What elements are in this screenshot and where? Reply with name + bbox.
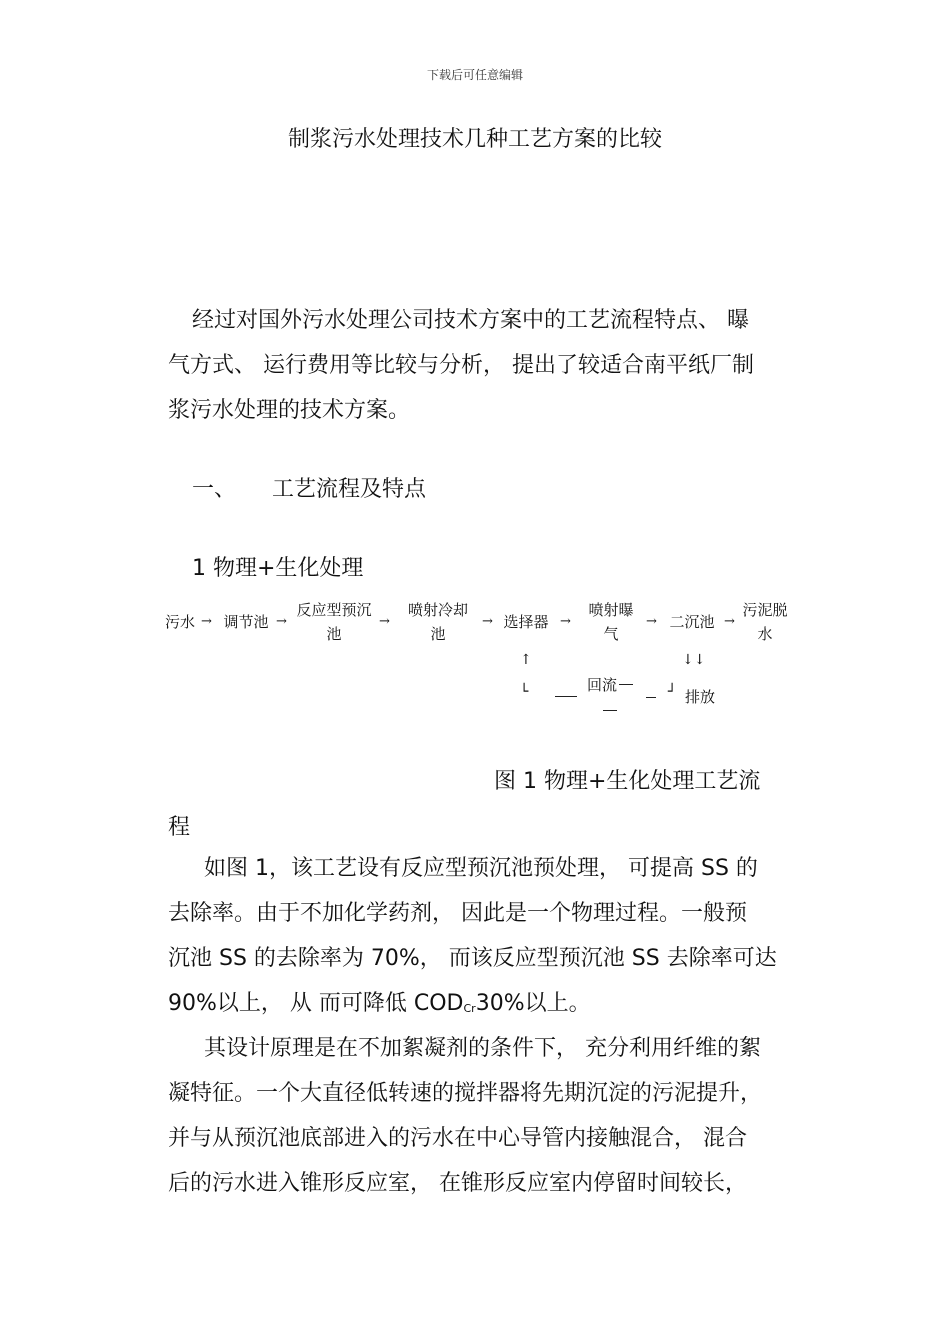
sub-heading: 1 物理+生化处理: [192, 556, 364, 581]
up-arrow-icon: ↑: [520, 652, 532, 668]
intro-line-3: 浆污水处理的技术方案。: [168, 398, 411, 423]
intro-paragraph: [168, 298, 788, 433]
figure-caption-continued: 程: [168, 815, 191, 840]
flow-node-secondary-clarifier: 二沉池: [669, 613, 715, 631]
intro-line-2: 气方式、 运行费用等比较与分析， 提出了较适合南平纸厂制: [168, 353, 754, 378]
flow-node-jet-aeration: [584, 598, 638, 646]
paragraph-2: [168, 1026, 788, 1206]
flow-node-line: 污泥脱: [742, 601, 788, 619]
paragraph-line: 去除率。由于不加化学药剂， 因此是一个物理过程。一般预: [168, 901, 747, 926]
figure-caption: 图 1 物理+生化处理工艺流: [494, 769, 761, 794]
discharge-label: 排放: [684, 688, 715, 706]
text-span: 30%以上。: [475, 991, 591, 1016]
return-line-segment: [619, 684, 633, 685]
paragraph-line: 沉池 SS 的去除率为 70%， 而该反应型预沉池 SS 去除率可达: [168, 946, 777, 971]
flow-arrow: →: [646, 614, 657, 629]
paragraph-line: 如图 1，该工艺设有反应型预沉池预处理， 可提高 SS 的: [204, 856, 758, 881]
flow-node-selector: 选择器: [503, 613, 549, 631]
paragraph-line: 后的污水进入锥形反应室， 在锥形反应室内停留时间较长，: [168, 1171, 747, 1196]
subscript: Cr: [463, 1002, 476, 1015]
flow-node-spray-cooling-tank: [402, 598, 474, 646]
flow-node-line: 水: [757, 625, 773, 643]
corner-right-icon: ┘: [668, 684, 677, 700]
paragraph-1: [168, 846, 788, 1031]
text-span: 90%以上， 从 而可降低 COD: [168, 991, 464, 1016]
flow-arrow: →: [724, 614, 735, 629]
section-title: 工艺流程及特点: [272, 477, 427, 502]
flow-arrow: →: [201, 614, 212, 629]
flow-arrow: →: [560, 614, 571, 629]
flow-node-line: 池: [326, 625, 342, 643]
header-note: 下载后可任意编辑: [426, 68, 523, 82]
return-line-segment: [646, 697, 656, 698]
return-line-segment: [603, 710, 617, 711]
flow-arrow: →: [482, 614, 493, 629]
paragraph-line: [168, 981, 788, 1031]
flow-node-line: 气: [603, 625, 619, 643]
corner-left-icon: └: [520, 684, 529, 700]
section-heading: [192, 472, 426, 503]
flow-node-sludge-dewatering: [738, 598, 792, 646]
flow-node-line: 池: [430, 625, 446, 643]
flow-node-line: 喷射曝: [588, 601, 634, 619]
flow-arrow: →: [276, 614, 287, 629]
flow-node-line: 喷射冷却: [407, 601, 468, 619]
flow-node-line: 反应型预沉: [296, 601, 372, 619]
flow-arrow: →: [379, 614, 390, 629]
intro-line-1: 经过对国外污水处理公司技术方案中的工艺流程特点、 曝: [192, 308, 749, 333]
return-label: 回流: [586, 676, 617, 694]
flow-node-reactive-presettling-tank: [290, 598, 378, 646]
down-arrows-icon: ↓↓: [682, 652, 706, 668]
flow-node-equalization-tank: 调节池: [223, 613, 269, 631]
paragraph-line: 凝特征。一个大直径低转速的搅拌器将先期沉淀的污泥提升，: [168, 1081, 763, 1106]
paragraph-line: 并与从预沉池底部进入的污水在中心导管内接触混合， 混合: [168, 1126, 747, 1151]
paragraph-line: 其设计原理是在不加絮凝剂的条件下， 充分利用纤维的絮: [204, 1036, 761, 1061]
return-line-segment: [555, 696, 577, 697]
document-title: 制浆污水处理技术几种工艺方案的比较: [287, 127, 662, 152]
section-number: 一、: [192, 477, 237, 502]
flow-node-wastewater: 污水: [164, 613, 195, 631]
